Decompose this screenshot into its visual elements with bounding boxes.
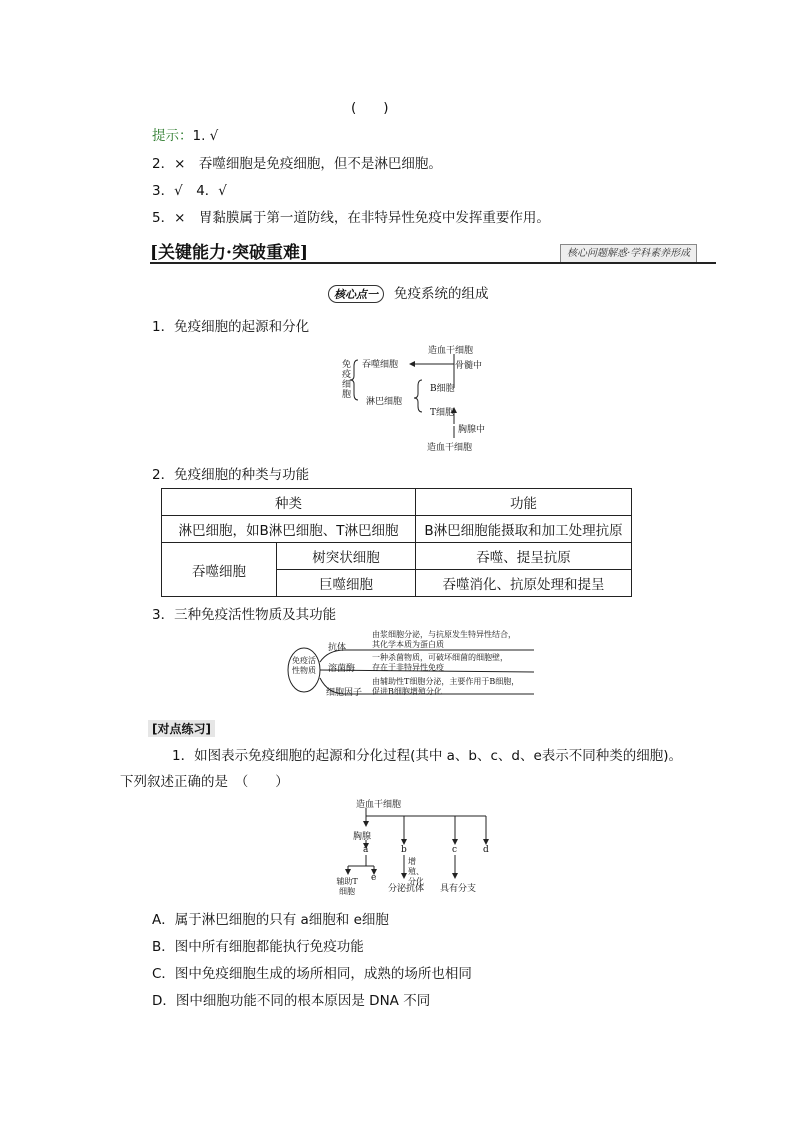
- practice-cell-b: b: [401, 845, 407, 855]
- origin-thymus: 胸腺中: [458, 425, 486, 435]
- practice-secrete: 分泌抗体: [388, 884, 425, 894]
- substance-antibody-desc-2: 其化学本质为蛋白质: [372, 640, 444, 649]
- item2-title: 2．免疫细胞的种类与功能: [152, 467, 310, 483]
- item1-title: 1．免疫细胞的起源和分化: [152, 319, 310, 335]
- question-line-2: 下列叙述正确的是 （ ）: [120, 774, 289, 790]
- table-cell-group: 吞噬细胞: [162, 543, 277, 597]
- answer-paren: ( ): [351, 100, 389, 116]
- table-row: [162, 543, 632, 570]
- question-line-1: 1．如图表示免疫细胞的起源和分化过程(其中 a、b、c、d、e表示不同种类的细胞)。: [172, 748, 683, 764]
- practice-thymus: 胸腺: [353, 832, 372, 842]
- origin-lymphocyte: 淋巴细胞: [366, 397, 403, 407]
- immune-cell-table: [161, 488, 632, 597]
- hint-line-2: 2．× 吞噬细胞是免疫细胞，但不是淋巴细胞。: [152, 156, 442, 172]
- table-header-row: [162, 489, 632, 516]
- table-header-type: 种类: [162, 489, 416, 516]
- substance-antibody: 抗体: [328, 643, 347, 653]
- hint-answer-1: 1. √: [192, 128, 219, 144]
- section-tag: 核心问题解惑·学科素养形成: [560, 244, 697, 264]
- practice-label: [对点练习]: [148, 720, 215, 737]
- option-c[interactable]: C．图中免疫细胞生成的场所相同，成熟的场所也相同: [152, 966, 472, 982]
- table-header-function: 功能: [416, 489, 632, 516]
- substance-cytokine-desc-1: 由辅助性T细胞分泌，主要作用于B细胞，: [372, 677, 520, 686]
- item3-title: 3．三种免疫活性物质及其功能: [152, 607, 337, 623]
- practice-cell-c: c: [452, 845, 458, 855]
- core-point-badge: 核心点一: [328, 285, 384, 303]
- practice-helper-t: 辅助T细胞: [336, 877, 358, 896]
- option-d[interactable]: D．图中细胞功能不同的根本原因是 DNA 不同: [152, 993, 431, 1009]
- substance-cytokine: 细胞因子: [326, 688, 363, 698]
- table-cell: 吞噬、提呈抗原: [416, 543, 632, 570]
- substance-lysozyme-desc-2: 存在于非特异性免疫: [372, 663, 444, 672]
- substance-cytokine-desc-2: 促进B细胞增殖分化: [372, 687, 442, 696]
- practice-branches: 具有分支: [440, 884, 477, 894]
- substance-center: 免疫活性物质: [292, 656, 316, 675]
- origin-hsc-top: 造血干细胞: [428, 346, 474, 356]
- origin-phagocyte: 吞噬细胞: [362, 360, 399, 370]
- hint-line-5: 5．× 胃黏膜属于第一道防线，在非特异性免疫中发挥重要作用。: [152, 210, 550, 226]
- table-cell: 树突状细胞: [277, 543, 416, 570]
- table-row: [162, 516, 632, 543]
- practice-cell-e: e: [371, 873, 377, 883]
- hint-line-3: 3．√ 4．√: [152, 183, 227, 199]
- origin-immune-cells: 免疫细胞: [342, 360, 352, 400]
- practice-cell-a: a: [363, 845, 369, 855]
- table-cell: B淋巴细胞能摄取和加工处理抗原: [416, 516, 632, 543]
- table-cell: 淋巴细胞，如B淋巴细胞、T淋巴细胞: [162, 516, 416, 543]
- origin-b-cell: B细胞: [430, 384, 455, 394]
- substance-lysozyme-desc-1: 一种杀菌物质，可破坏细菌的细胞壁，: [372, 653, 508, 662]
- substance-antibody-desc-1: 由浆细胞分泌，与抗原发生特异性结合，: [372, 630, 516, 639]
- hint-label: 提示：: [152, 128, 193, 144]
- practice-cell-d: d: [483, 845, 489, 855]
- section-title: [关键能力·突破重难]: [150, 243, 309, 263]
- core-point-title: 免疫系统的组成: [394, 286, 489, 302]
- origin-t-cell: T细胞: [430, 408, 455, 418]
- table-cell: 吞噬消化、抗原处理和提呈: [416, 570, 632, 597]
- origin-bone-marrow: 骨髓中: [455, 361, 483, 371]
- origin-hsc-bottom: 造血干细胞: [427, 443, 473, 453]
- substance-lysozyme: 溶菌酶: [328, 664, 356, 674]
- option-b[interactable]: B．图中所有细胞都能执行免疫功能: [152, 939, 364, 955]
- table-cell: 巨噬细胞: [277, 570, 416, 597]
- option-a[interactable]: A．属于淋巴细胞的只有 a细胞和 e细胞: [152, 912, 389, 928]
- practice-prolif: 增殖、分化: [408, 857, 424, 886]
- practice-hsc: 造血干细胞: [356, 800, 402, 810]
